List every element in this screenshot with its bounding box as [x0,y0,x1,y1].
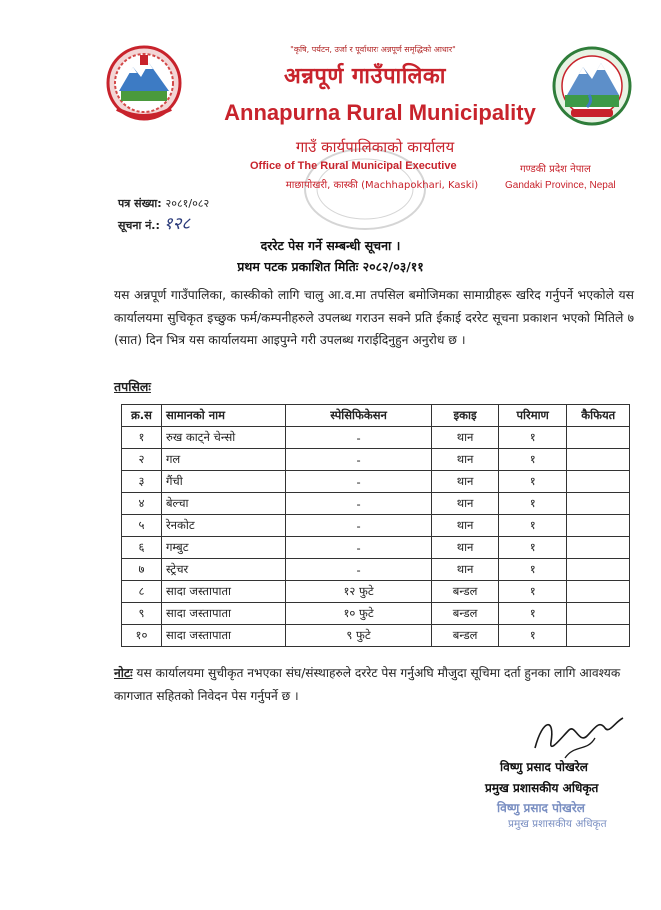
table-row [122,427,630,449]
remarks-cell [567,603,630,625]
notice-number [118,211,190,234]
column-header: परिमाण [498,405,567,427]
quantity-cell: १ [498,493,567,515]
remarks-cell [567,515,630,537]
item-name-cell: सादा जस्तापाता [161,603,285,625]
signatory-title: प्रमुख प्रशासकीय अधिकृत [485,781,599,795]
serial-cell: २ [122,449,162,471]
note-paragraph [114,662,639,708]
unit-cell: बन्डल [432,581,499,603]
table-header-row [122,405,630,427]
unit-cell: थान [432,427,499,449]
serial-cell: ४ [122,493,162,515]
item-name-cell: गैंची [161,471,285,493]
column-header: कैफियत [567,405,630,427]
column-header: सामानको नाम [161,405,285,427]
item-name-cell: गम्बुट [161,537,285,559]
office-name-english: Office of The Rural Municipal Executive [250,160,457,172]
quantity-cell: १ [498,427,567,449]
serial-cell: ५ [122,515,162,537]
quantity-cell: १ [498,537,567,559]
notice-number-label: सूचना नं.: [118,219,160,232]
note-text: यस कार्यालयमा सुचीकृत नभएका संघ/संस्थाहरुले दररेट पेस गर्नुअघि मौजुदा सूचिमा दर्ता हुनका लागि आवश्यक कागजात सहितको निवेदन पेस गर्नुपर्ने छ । [114,666,621,703]
serial-cell: ८ [122,581,162,603]
serial-cell: ६ [122,537,162,559]
letter-number-label: पत्र संख्या: [118,197,162,210]
details-label: तपसिलः [114,379,151,394]
municipality-title-english: Annapurna Rural Municipality [224,100,536,125]
table-row [122,559,630,581]
spec-cell: - [285,427,431,449]
office-name-nepali: गाउँ कार्यपालिकाको कार्यालय [295,138,455,156]
quantity-cell: १ [498,471,567,493]
item-name-cell: स्ट्रेचर [161,559,285,581]
quantity-cell: १ [498,559,567,581]
nepal-emblem-logo [103,43,185,123]
table-row [122,537,630,559]
quantity-cell: १ [498,625,567,647]
quantity-cell: १ [498,515,567,537]
unit-cell: थान [432,537,499,559]
stamp-signatory-name: विष्णु प्रसाद पोखरेल [497,801,585,815]
column-header: स्पेसिफिकेसन [285,405,431,427]
note-label: नोटः [114,666,133,680]
spec-cell: - [285,559,431,581]
unit-cell: बन्डल [432,625,499,647]
item-name-cell: रेनकोट [161,515,285,537]
table-row [122,603,630,625]
spec-cell: - [285,471,431,493]
publication-date: प्रथम पटक प्रकाशित मितिः २०८२/०३/११ [237,259,424,274]
serial-cell: १ [122,427,162,449]
remarks-cell [567,427,630,449]
unit-cell: थान [432,515,499,537]
spec-cell: १० फुटे [285,603,431,625]
spec-cell: - [285,493,431,515]
office-address: माछापोखरी, कास्की (Machhapokhari, Kaski) [285,180,479,191]
table-row [122,493,630,515]
remarks-cell [567,581,630,603]
remarks-cell [567,625,630,647]
unit-cell: थान [432,449,499,471]
notice-number-value: १२८ [163,214,191,234]
spec-cell: १२ फुटे [285,581,431,603]
province-nepali: गण्डकी प्रदेश नेपाल [520,164,591,175]
item-name-cell: रुख काट्ने चेन्सो [161,427,285,449]
letter-number [118,196,209,211]
spec-cell: ९ फुटे [285,625,431,647]
signatory-name: विष्णु प्रसाद पोखरेल [500,760,588,774]
stamp-signatory-title: प्रमुख प्रशासकीय अधिकृत [508,818,607,830]
table-row [122,581,630,603]
quantity-cell: १ [498,603,567,625]
quantity-cell: १ [498,581,567,603]
notice-title: दररेट पेस गर्ने सम्बन्धी सूचना । [260,238,401,253]
unit-cell: थान [432,471,499,493]
item-name-cell: गल [161,449,285,471]
remarks-cell [567,559,630,581]
item-name-cell: बेल्चा [161,493,285,515]
notice-body: यस अन्नपूर्ण गाउँपालिका, कास्कीको लागि चालु आ.व.मा तपसिल बमोजिमका सामाग्रीहरू खरिद गर्नुपर्ने भएकोले यस कार्यालयमा सुचिकृत इच्छुक फर्म/कम्पनीहरुले उपलब्ध गराउन सक्ने प्रति ईकाई दररेट सूचना प्रकाशन भएको मितिले ७ (सात) दिन भित्र यस कार्यालयमा आइपुग्ने गरी उपलब्ध गराईदिनुहुन अनुरोध छ । [114,288,634,347]
column-header: इकाइ [432,405,499,427]
spec-cell: - [285,449,431,471]
remarks-cell [567,493,630,515]
item-name-cell: सादा जस्तापाता [161,625,285,647]
unit-cell: थान [432,559,499,581]
spec-cell: - [285,515,431,537]
quantity-cell: १ [498,449,567,471]
spec-cell: - [285,537,431,559]
table-row [122,449,630,471]
unit-cell: थान [432,493,499,515]
serial-cell: १० [122,625,162,647]
table-row [122,625,630,647]
serial-cell: ९ [122,603,162,625]
items-table [121,404,630,647]
remarks-cell [567,471,630,493]
remarks-cell [567,449,630,471]
table-row [122,471,630,493]
province-english: Gandaki Province, Nepal [505,180,616,191]
letter-number-value: २०८१/०८२ [165,197,210,210]
column-header: क्र.स [122,405,162,427]
serial-cell: ७ [122,559,162,581]
tagline: "कृषि, पर्यटन, उर्जा र पूर्वाधारः अन्नपूर्ण समृद्धिको आधार" [290,45,456,54]
table-row [122,515,630,537]
item-name-cell: सादा जस्तापाता [161,581,285,603]
municipality-title-nepali: अन्नपूर्ण गाउँपालिका [284,64,446,89]
serial-cell: ३ [122,471,162,493]
remarks-cell [567,537,630,559]
unit-cell: बन्डल [432,603,499,625]
